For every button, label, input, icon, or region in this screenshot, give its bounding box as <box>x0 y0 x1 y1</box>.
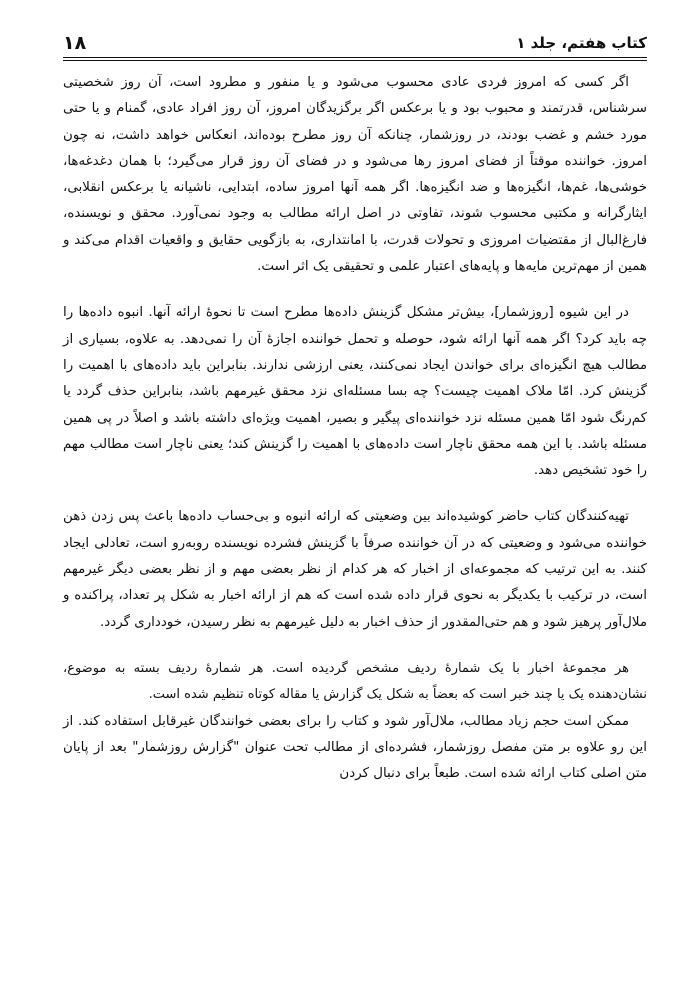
header-rule-top <box>63 57 647 58</box>
page-header <box>63 30 647 56</box>
paragraph: ممکن است حجم زیاد مطالب، ملال‌آور شود و کتاب را برای بعضی خوانندگان غیرقابل استفاده کند. از این رو علاوه بر متن مفصل روزشمار، فشرده‌ای از مطالب تحت عنوان "گزارش روزشمار" بعد از پایان متن اصلی کتاب ارائه شده است. طبعاً برای دنبال کردن <box>63 713 647 782</box>
running-title: کتاب هفتم، جلد ۱ <box>516 34 647 52</box>
page-number: ۱۸ <box>63 32 87 54</box>
paragraph: تهیه‌کنندگان کتاب حاضر کوشیده‌اند بین وضعیتی که ارائه انبوه و بی‌حساب داده‌ها باعث پس زدن ذهن خواننده می‌شود و وضعیتی که در آن خواننده صرفاً با گزینش فشرده نویسنده روبه‌رو است، تعادلی ایجاد کنند. به این ترتیب که مجموعه‌ای از اخبار که هر کدام از نظر بعضی مهم و از نظر بعضی دیگر غیرمهم است، در ترکیب با یکدیگر به نحوی قرار داده شده است که هم از ارائه اخبار به شکل پر تعداد، پراکنده و ملال‌آور پرهیز شود و هم حتی‌المقدور از حذف اخبار به دلیل غیرمهم به نظر رسیدن، خودداری گردد. <box>63 509 647 630</box>
paragraph: اگر کسی که امروز فردی عادی محسوب می‌شود و یا منفور و مطرود است، آن روز شخصیتی سرشناس، قدرتمند و محبوب بود و یا برعکس اگر برگزیدگان امروز، آن روز افراد عادی، گمنام و یا حتی مورد خشم و غضب بودند، در روزشمار، چنانکه آن روز مطرح بوده‌اند، انعکاس خواهد داشت، نه چون امروز. خواننده موقتاً از فضای امروز رها می‌شود و در فضای آن روز قرار می‌گیرد؛ با همان دغدغه‌ها، خوشی‌ها، غم‌ها، انگیزه‌ها و ضد انگیزه‌ها. اگر همه آنها امروز ساده، ابتدایی، ناشیانه یا برعکس انقلابی، ایثارگرانه و مکتبی محسوب شوند، تفاوتی در اصل ارائه مطالب به وجود نمی‌آورد. محقق و نویسنده، فارغ‌البال از مقتضیات امروزی و تحولات قدرت، با امانتداری، به بازگویی حقایق و واقعیات اقدام می‌کند و همین از مهم‌ترین مایه‌ها و پایه‌های اعتبار علمی و تحقیقی یک اثر است. <box>63 75 647 275</box>
header-rule-bottom <box>63 60 647 61</box>
paragraph: در این شیوه [روزشمار]، بیش‌تر مشکل گزینش داده‌ها مطرح است تا نحوهٔ ارائه آنها. انبوه داده‌ها را چه باید کرد؟ اگر همه آنها ارائه شود، حوصله و تحمل خواننده اجازهٔ آن را نمی‌دهد. به علاوه، بسیاری از مطالب هیچ انگیزه‌ای برای خواندن ایجاد نمی‌کنند، یعنی ارزشی ندارند. بنابراین باید داده‌های با اهمیت را گزینش کرد. امّا ملاک اهمیت چیست؟ چه بسا مسئله‌ای نزد محقق غیرمهم باشد، بنابراین حذف گردد یا کم‌رنگ شود امّا همین مسئله نزد خواننده‌ای پیگیر و بصیر، اهمیت ویژه‌ای داشته باشد و اصلاً در پی همین مسئله باشد. با این همه محقق ناچار است داده‌های با اهمیت را گزینش کند؛ یعنی ناچار است مطالب مهم را خود تشخیص دهد. <box>63 305 647 479</box>
paragraph: هر مجموعهٔ اخبار با یک شمارهٔ ردیف مشخص گردیده است. هر شمارهٔ ردیف بسته به موضوع، نشان‌دهنده یک یا چند خبر است که بعضاً به شکل یک گزارش یا مقاله کوتاه تنظیم شده است. <box>63 660 647 703</box>
body-text <box>63 70 647 787</box>
